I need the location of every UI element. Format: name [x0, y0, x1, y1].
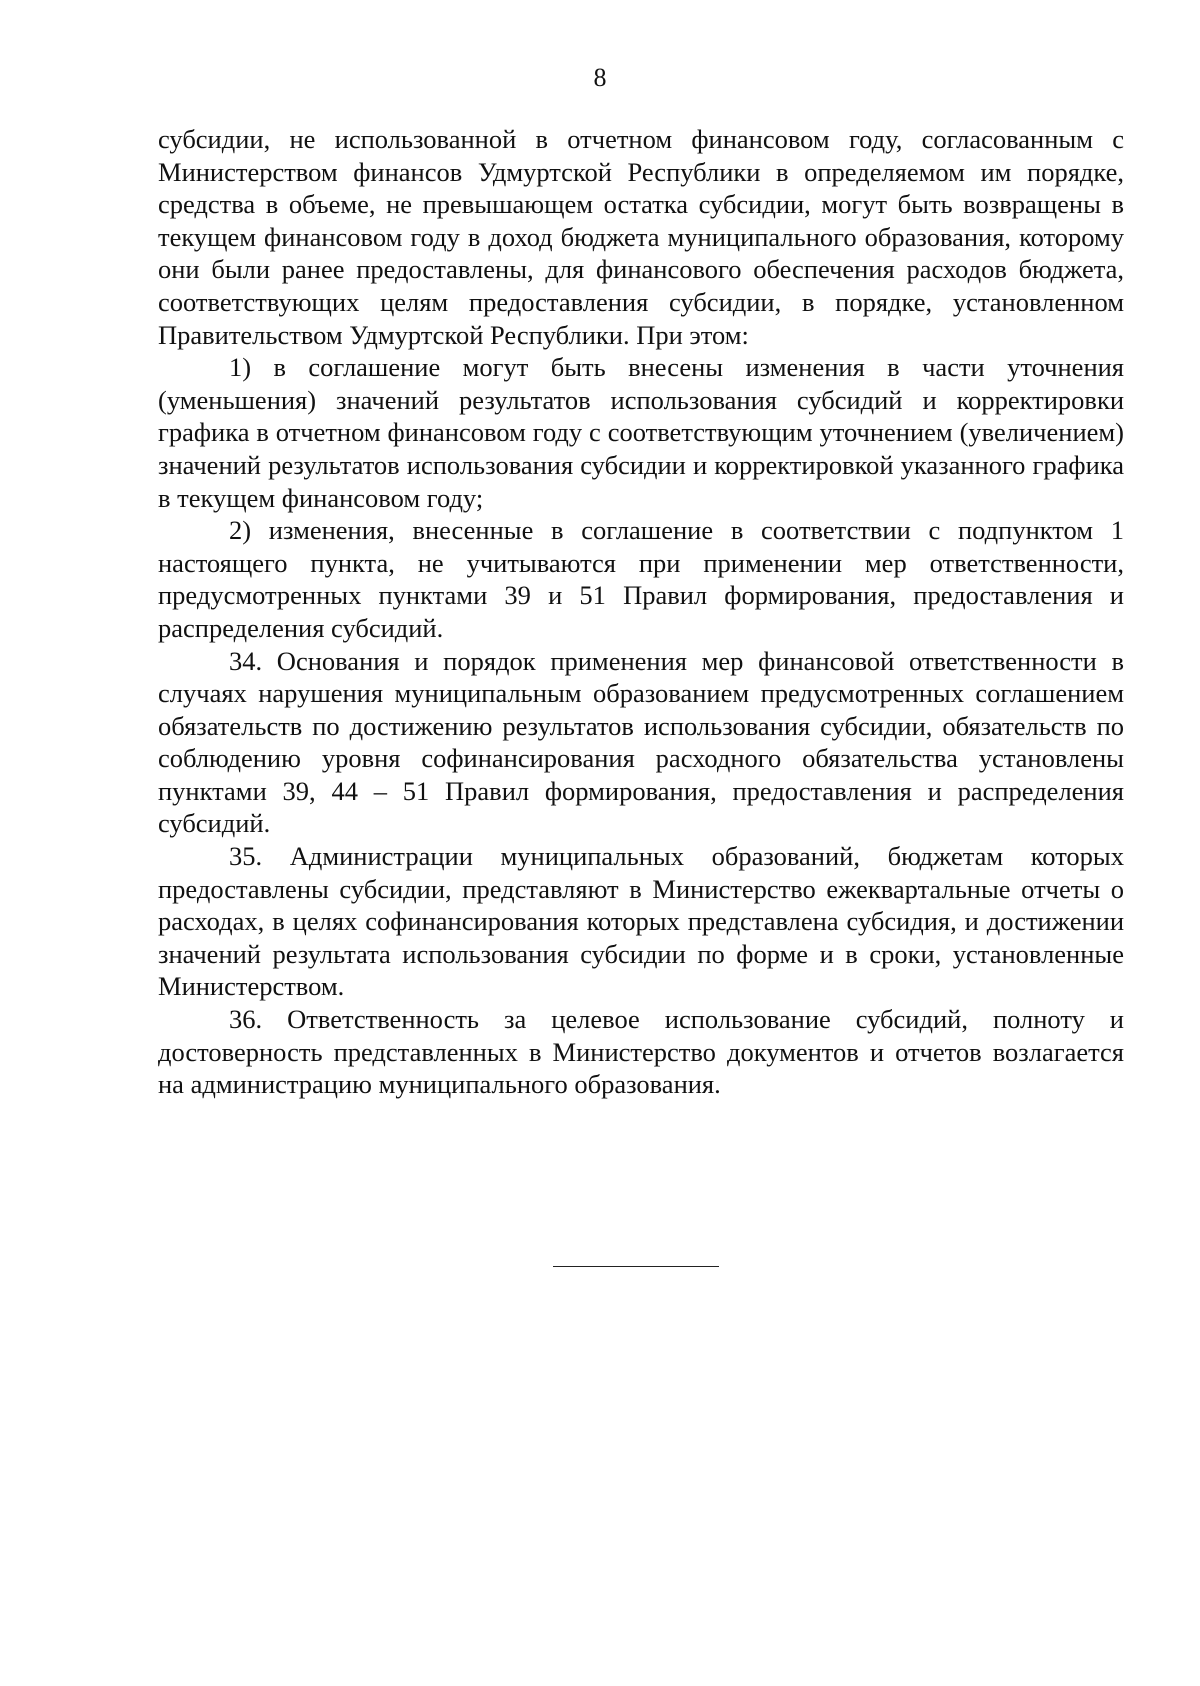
paragraph-subitem-2: 2) изменения, внесенные в соглашение в соответствии с подпунктом 1 настоящего пункта, не учитываются при применении мер ответственности, предусмотренных пунктами 39 и 51 Правил формирования, предоставления и распределения субсидий.	[158, 515, 1124, 643]
document-body	[158, 123, 1124, 1101]
end-of-document-rule	[553, 1266, 719, 1267]
paragraph-clause-36: 36. Ответственность за целевое использование субсидий, полноту и достоверность представленных в Министерство документов и отчетов возлагается на администрацию муниципального образования.	[158, 1004, 1124, 1100]
paragraph-continuation: субсидии, не использованной в отчетном финансовом году, согласованным с Министерством финансов Удмуртской Республики в определяемом им порядке, средства в объеме, не превышающем остатка субсидии, могут быть возвращены в текущем финансовом году в доход бюджета муниципального образования, которому они были ранее предоставлены, для финансового обеспечения расходов бюджета, соответствующих целям предоставления субсидии, в порядке, установленном Правительством Удмуртской Республики. При этом:	[158, 124, 1124, 350]
paragraph-clause-34: 34. Основания и порядок применения мер финансовой ответственности в случаях нарушения муниципальным образованием предусмотренных соглашением обязательств по достижению результатов использования субсидии, обязательств по соблюдению уровня софинансирования расходного обязательства установлены пунктами 39, 44 – 51 Правил формирования, предоставления и распределения субсидий.	[158, 645, 1124, 839]
paragraph-clause-35: 35. Администрации муниципальных образований, бюджетам которых предоставлены субсидии, представляют в Министерство ежеквартальные отчеты о расходах, в целях софинансирования которых представлена субсидия, и достижении значений результата использования субсидии по форме и в сроки, установленные Министерством.	[158, 841, 1124, 1002]
page-number: 8	[593, 63, 607, 92]
paragraph-subitem-1: 1) в соглашение могут быть внесены изменения в части уточнения (уменьшения) значений результатов использования субсидий и корректировки графика в отчетном финансовом году с соответствующим уточнением (увеличением) значений результатов использования субсидии и корректировкой указанного графика в текущем финансовом году;	[158, 352, 1124, 513]
